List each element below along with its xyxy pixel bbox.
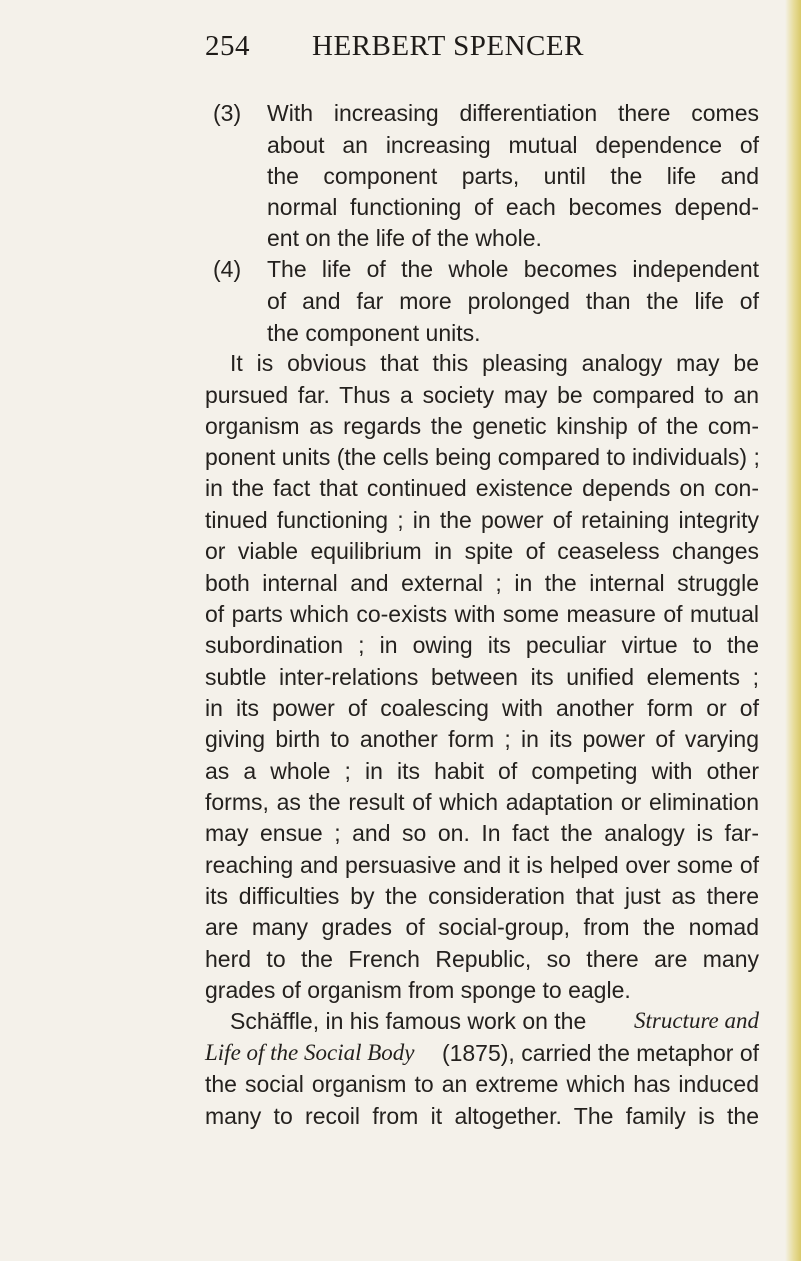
book-title-part: Structure and (634, 1008, 759, 1033)
schaffle-text: Schäffle, in his famous work on the (230, 1008, 587, 1034)
running-title: HERBERT SPENCER (312, 30, 584, 62)
text-line: It is obvious that this pleasing analogy may be (230, 350, 759, 376)
metaphor-text: (1875), carried the metaphor of (441, 1040, 759, 1066)
text-line: ent on the life of the whole. (267, 225, 542, 251)
book-title-part: Life of the Social Body (205, 1040, 415, 1065)
item-number: (4) (213, 256, 242, 282)
text-line: of parts which co-exists with some measure of mutual (205, 601, 759, 627)
text-line: pursued far. Thus a society may be compared to an (205, 382, 759, 408)
text-line: in the fact that continued existence depends on con- (205, 475, 759, 501)
text-line: subtle inter-relations between its unified elements ; (205, 664, 759, 690)
text-line: of and far more prolonged than the life of (267, 288, 759, 314)
item-number: (3) (213, 100, 242, 126)
page-edge-shadow (785, 0, 801, 1261)
text-line: With increasing differentiation there comes (267, 100, 759, 126)
text-line: many to recoil from it altogether. The family is the (205, 1103, 759, 1129)
text-line: giving birth to another form ; in its power of varying (205, 726, 759, 752)
page-number: 254 (205, 30, 250, 62)
text-line: reaching and persuasive and it is helped over some of (205, 852, 759, 878)
text-line (205, 1037, 759, 1069)
text-line: the component units. (267, 320, 481, 346)
text-line: the social organism to an extreme which has induced (205, 1071, 759, 1097)
text-line: the component parts, until the life and (267, 163, 759, 189)
text-line (230, 1005, 759, 1037)
text-line: organism as regards the genetic kinship of the com- (205, 413, 759, 439)
text-line: The life of the whole becomes independent (267, 256, 759, 282)
text-line: grades of organism from sponge to eagle. (205, 977, 631, 1003)
text-line: forms, as the result of which adaptation or elimination (205, 789, 759, 815)
text-line: are many grades of social-group, from the nomad (205, 914, 759, 940)
text-line: normal functioning of each becomes depend- (267, 194, 759, 220)
text-line: may ensue ; and so on. In fact the analogy is far- (205, 820, 759, 846)
text-line: ponent units (the cells being compared to individuals) ; (205, 444, 760, 470)
text-line: both internal and external ; in the internal struggle (205, 570, 759, 596)
text-line: as a whole ; in its habit of competing with other (205, 758, 759, 784)
text-line: subordination ; in owing its peculiar virtue to the (205, 632, 759, 658)
text-line: herd to the French Republic, so there are many (205, 946, 759, 972)
text-line: in its power of coalescing with another form or of (205, 695, 759, 721)
text-line: or viable equilibrium in spite of ceaseless changes (205, 538, 759, 564)
text-line: about an increasing mutual dependence of (267, 132, 759, 158)
text-line: tinued functioning ; in the power of retaining integrity (205, 507, 759, 533)
text-line: its difficulties by the consideration that just as there (205, 883, 759, 909)
